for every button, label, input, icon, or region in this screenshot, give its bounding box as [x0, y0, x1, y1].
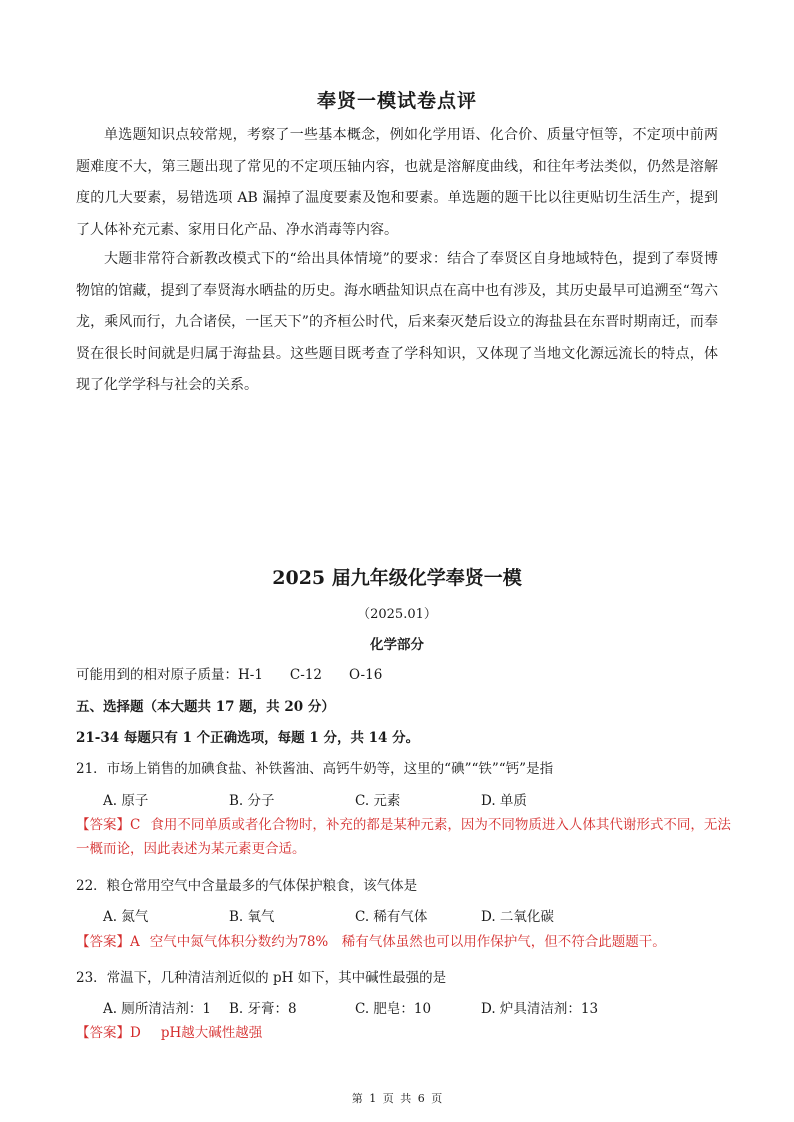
answer-label: 【答案】D: [76, 1025, 141, 1041]
option-a: A. 厕所清洁剂：1: [103, 1001, 211, 1017]
option-a: A. 原子: [103, 793, 149, 809]
question-23-answer: [76, 1021, 736, 1045]
option-b: B. 分子: [229, 793, 275, 809]
answer-label: 【答案】C: [76, 817, 141, 833]
option-c: C. 稀有气体: [355, 909, 428, 925]
review-title: 奉贤一模试卷点评: [316, 90, 477, 112]
option-c: C. 肥皂：10: [355, 1001, 432, 1017]
exam-date: （2025.01）: [357, 607, 437, 622]
part-heading: 五、选择题（本大题共 17 题，共 20 分）: [76, 699, 335, 715]
answer-explanation: 食用不同单质或者化合物时，补充的都是某种元素，因为不同物质进入人体其代谢形式不同，无法一概而论，因此表述为某元素更合适。: [76, 817, 731, 857]
atomic-masses: 可能用到的相对原子质量：H-1 C-12 O-16: [76, 667, 383, 683]
option-d: D. 二氧化碳: [481, 909, 554, 925]
review-paragraph-2: 大题非常符合新教改模式下的“给出具体情境”的要求：结合了奉贤区自身地域特色，提到了奉贤博物馆的馆藏，提到了奉贤海水晒盐的历史。海水晒盐知识点在高中也有涉及，其历史最早可追溯至“驾六龙，乘风而行，九合诸侯，一匡天下”的齐桓公时代，后来秦灭楚后设立的海盐县在东晋时期南迁，而奉贤在很长时间就是归属于海盐县。这些题目既考查了学科知识，又体现了当地文化源远流长的特点，体现了化学学科与社会的关系。: [76, 251, 718, 393]
answer-label: 【答案】A: [76, 934, 140, 950]
question-23-stem: 23．常温下，几种清洁剂近似的 pH 如下，其中碱性最强的是: [76, 970, 447, 986]
answer-explanation: 空气中氮气体积分数约为78% 稀有气体虽然也可以用作保护气，但不符合此题题干。: [149, 934, 666, 950]
review-paragraph-1: 单选题知识点较常规，考察了一些基本概念，例如化学用语、化合价、质量守恒等，不定项中前两题难度不大，第三题出现了常见的不定项压轴内容，也就是溶解度曲线，和往年考法类似，仍然是溶解度的几大要素，易错选项 AB 漏掉了温度要素及饱和要素。单选题的题干比以往更贴切生活生产，提到了人体补充元素、家用日化产品、净水消毒等内容。: [76, 127, 718, 238]
option-b: B. 牙膏：8: [229, 1001, 297, 1017]
option-c: C. 元素: [355, 793, 401, 809]
section-heading: 化学部分: [370, 637, 424, 653]
question-21-answer: [76, 813, 736, 861]
option-d: D. 单质: [481, 793, 527, 809]
question-21-stem: 21．市场上销售的加碘食盐、补铁酱油、高钙牛奶等，这里的“碘”“铁”“钙”是指: [76, 761, 554, 777]
sub-heading: 21-34 每题只有 1 个正确选项，每题 1 分，共 14 分。: [76, 730, 420, 746]
page-footer: 第 1 页 共 6 页: [351, 1092, 443, 1105]
option-d: D. 炉具清洁剂：13: [481, 1001, 599, 1017]
question-22-stem: 22．粮仓常用空气中含量最多的气体保护粮食，该气体是: [76, 878, 418, 894]
exam-title: 2025 届九年级化学奉贤一模: [272, 567, 522, 589]
question-22-answer: [76, 930, 736, 954]
option-a: A. 氮气: [103, 909, 149, 925]
answer-explanation: pH越大碱性越强: [160, 1025, 263, 1041]
option-b: B. 氧气: [229, 909, 275, 925]
